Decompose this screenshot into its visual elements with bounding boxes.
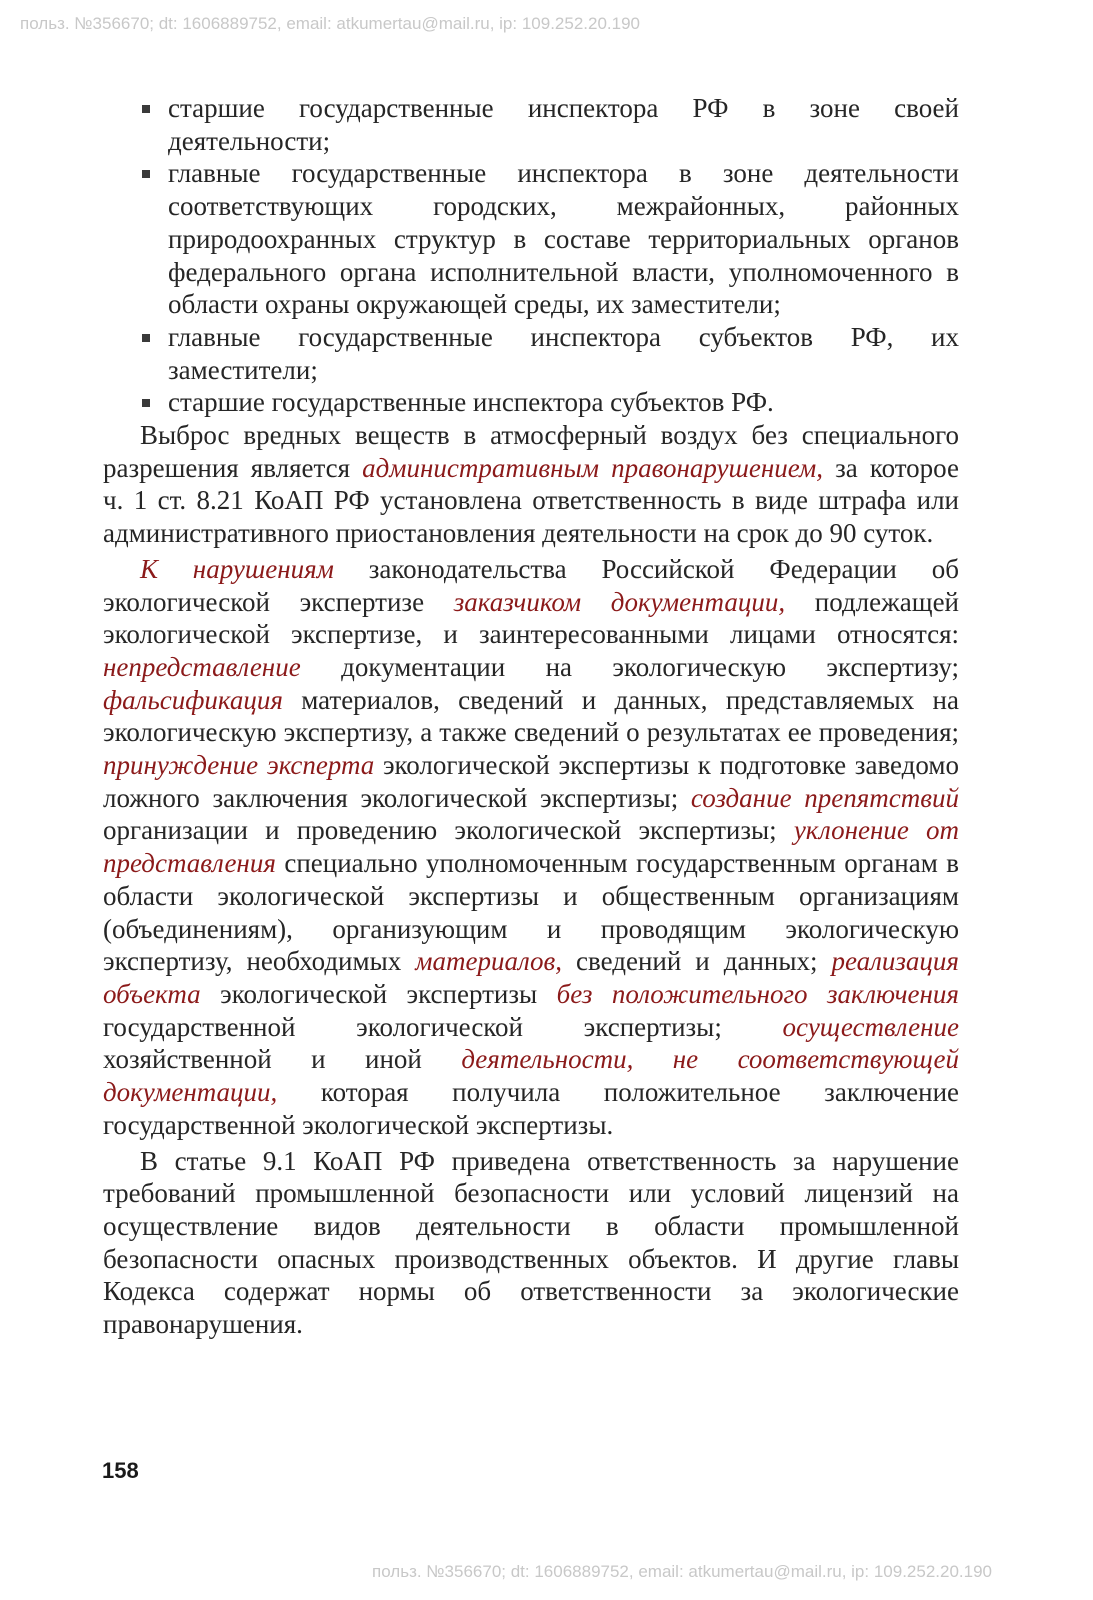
highlighted-term: заказчиком документации, xyxy=(453,586,786,617)
text-run: государственной экологической экспертизы; xyxy=(103,1011,783,1042)
highlighted-term: материалов, xyxy=(415,946,563,977)
square-bullet-icon xyxy=(142,105,150,113)
paragraph-expertise-violations xyxy=(103,553,959,1142)
list-item xyxy=(168,157,959,321)
text-run: сведений и данных; xyxy=(562,946,832,977)
square-bullet-icon xyxy=(142,399,150,407)
highlighted-term: К нарушениям xyxy=(140,553,334,584)
list-item-text: старшие государственные инспектора РФ в зоне своей деятельности; xyxy=(168,93,959,156)
text-run: экологической экспертизы xyxy=(200,978,557,1009)
highlighted-term: административным правонарушением, xyxy=(362,452,824,483)
watermark-top: польз. №356670; dt: 1606889752, email: atkumertau@mail.ru, ip: 109.252.20.190 xyxy=(20,14,641,33)
inspector-list xyxy=(103,92,959,419)
text-run: которая получила положительное заключение государственной экологической экспертизы. xyxy=(103,1077,959,1140)
text-run: Выброс вредных веществ в атмосферный воздух без специального разрешения является xyxy=(103,420,959,483)
highlighted-term: создание препятствий xyxy=(690,782,959,813)
paragraph-emissions xyxy=(103,419,959,550)
highlighted-term: непредставление xyxy=(103,651,301,682)
list-item-text: главные государственные инспектора субъектов РФ, их заместители; xyxy=(168,321,959,385)
text-run: за которое ч. 1 ст. 8.21 КоАП РФ установлена ответственность в виде штрафа или административного приостановления деятельности на срок до 90 суток. xyxy=(103,452,959,549)
list-item xyxy=(168,321,959,386)
page-number: 158 xyxy=(102,1458,139,1483)
highlighted-term: осуществление xyxy=(782,1011,959,1042)
list-item xyxy=(168,386,959,419)
list-item-text: старшие государственные инспектора субъектов РФ. xyxy=(168,387,774,418)
list-item-text: главные государственные инспектора в зоне деятельности соответствующих городских, межрайонных, районных природоохранных структур в составе территориальных органов федерального органа исполнительной власти, уполномоченного в области охраны окружающей среды, их заместители; xyxy=(168,158,959,320)
square-bullet-icon xyxy=(142,170,150,178)
square-bullet-icon xyxy=(142,334,150,342)
highlighted-term: уклонение от представления xyxy=(103,815,960,879)
highlighted-term: принуждение эксперта xyxy=(103,750,375,781)
text-run: документации на экологическую экспертизу; xyxy=(300,651,959,682)
text-run: организации и проведению экологической экспертизы; xyxy=(103,815,794,846)
highlighted-term: реализация объекта xyxy=(103,946,959,1009)
text-run: хозяйственной и иной xyxy=(103,1044,462,1075)
text-run: экологической экспертизы к подготовке заведомо ложного заключения экологической экспертизы; xyxy=(103,750,959,813)
highlighted-term: деятельности, не соответствующей документации, xyxy=(103,1044,959,1108)
text-run: подлежащей экологической экспертизе, и заинтересованными лицами относятся: xyxy=(103,586,960,650)
text-run: специально уполномоченным государственным органам в области экологической экспертизы и общественным организациям (объединениям), организующим и проводящим экологическую экспертизу, необходимых xyxy=(103,848,959,977)
text-run: законодательства Российской Федерации об экологической экспертизе xyxy=(103,553,959,617)
paragraph-industrial-safety: В статье 9.1 КоАП РФ приведена ответственность за нарушение требований промышленной безопасности или условий лицензий на осуществление видов деятельности в области промышленной безопасности опасных производственных объектов. И другие главы Кодекса содержат нормы об ответственности за экологические правонарушения. xyxy=(103,1145,959,1340)
page-body xyxy=(103,92,959,1341)
highlighted-term: фальсификация xyxy=(103,684,283,715)
highlighted-term: без положительного заключения xyxy=(556,978,959,1009)
list-item xyxy=(168,92,959,157)
watermark-bottom: польз. №356670; dt: 1606889752, email: atkumertau@mail.ru, ip: 109.252.20.190 xyxy=(372,1562,993,1581)
text-run: материалов, сведений и данных, представляемых на экологическую экспертизу, а также сведений о результатах ее проведения; xyxy=(103,684,959,748)
